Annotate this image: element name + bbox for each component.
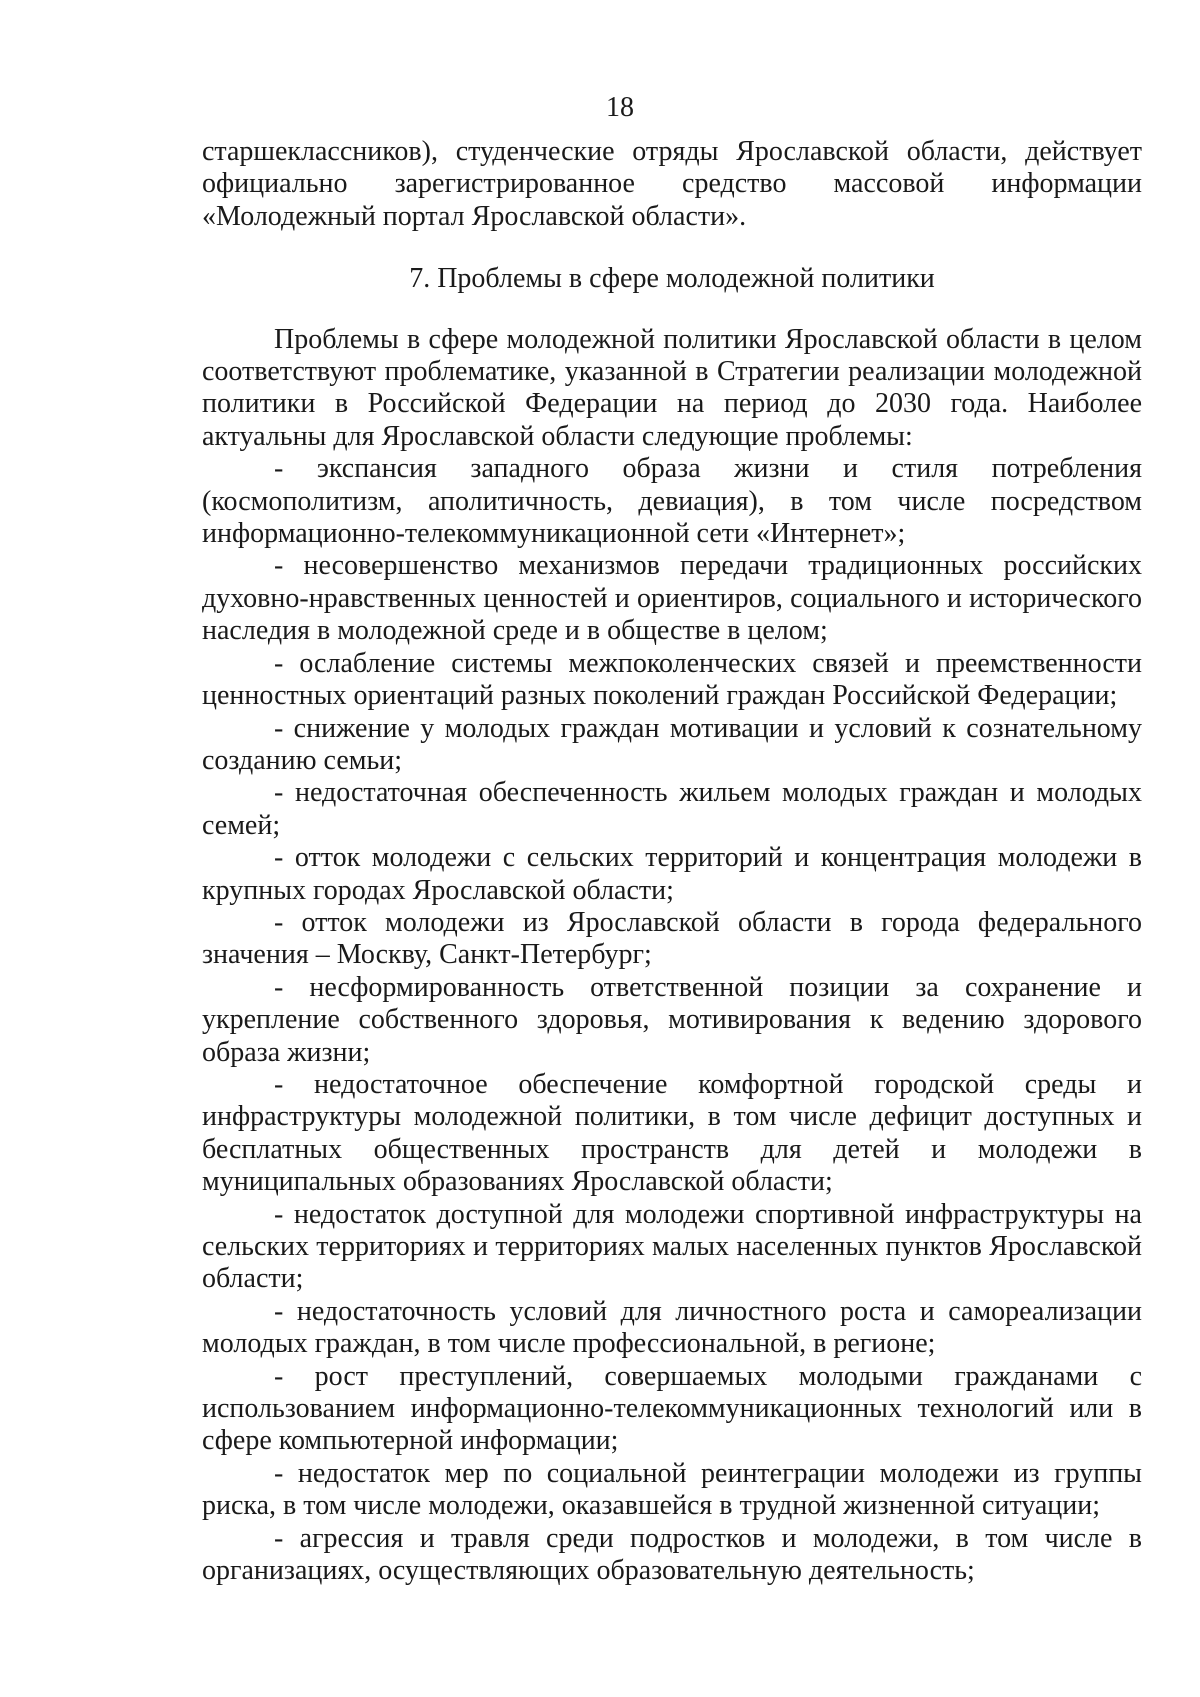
problem-item: - недостаточная обеспеченность жильем молодых граждан и молодых семей;: [202, 777, 1142, 841]
intro-paragraph: Проблемы в сфере молодежной политики Ярославской области в целом соответствуют проблематике, указанной в Стратегии реализации молодежной политики в Российской Федерации на период до 2030 года. Наиболее актуальны для Ярославской области следующие проблемы:: [202, 323, 1142, 452]
problem-item: - ослабление системы межпоколенческих связей и преемственности ценностных ориентаций разных поколений граждан Российской Федерации;: [202, 647, 1142, 712]
problem-item: - недостаточное обеспечение комфортной городской среды и инфраструктуры молодежной политики, в том числе дефицит доступных и бесплатных общественных пространств для детей и молодежи в муниципальных образованиях Ярославской области;: [202, 1068, 1142, 1198]
problem-list: [202, 453, 1142, 1587]
document-body: [202, 136, 1142, 1587]
opening-paragraph: старшеклассников), студенческие отряды Ярославской области, действует официально зарегистрированное средство массовой информации «Молодежный портал Ярославской области».: [202, 136, 1142, 232]
problem-item: - несовершенство механизмов передачи традиционных российских духовно-нравственных ценностей и ориентиров, социального и исторического наследия в молодежной среде и в обществе в целом;: [202, 550, 1142, 647]
problem-item: - несформированность ответственной позиции за сохранение и укрепление собственного здоровья, мотивирования к ведению здорового образа жизни;: [202, 971, 1142, 1068]
problem-item: - отток молодежи из Ярославской области в города федерального значения – Москву, Санкт-Петербург;: [202, 906, 1142, 971]
section-heading: 7. Проблемы в сфере молодежной политики: [409, 263, 935, 295]
problem-item: - недостаток доступной для молодежи спортивной инфраструктуры на сельских территориях и территориях малых населенных пунктов Ярославской области;: [202, 1198, 1142, 1295]
problem-item: - недостаток мер по социальной реинтеграции молодежи из группы риска, в том числе молодежи, оказавшейся в трудной жизненной ситуации;: [202, 1457, 1142, 1522]
problem-item: - недостаточность условий для личностного роста и самореализации молодых граждан, в том числе профессиональной, в регионе;: [202, 1295, 1142, 1360]
problem-item: - отток молодежи с сельских территорий и концентрация молодежи в крупных городах Ярославской области;: [202, 842, 1142, 906]
problem-item: - рост преступлений, совершаемых молодыми гражданами с использованием информационно-телекоммуникационных технологий или в сфере компьютерной информации;: [202, 1360, 1142, 1457]
problem-item: - снижение у молодых граждан мотивации и условий к сознательному созданию семьи;: [202, 712, 1142, 776]
problem-item: - экспансия западного образа жизни и стиля потребления (космополитизм, аполитичность, девиация), в том числе посредством информационно-телекоммуникационной сети «Интернет»;: [202, 453, 1142, 550]
problem-item: - агрессия и травля среди подростков и молодежи, в том числе в организациях, осуществляющих образовательную деятельность;: [202, 1522, 1142, 1587]
page-number: 18: [606, 92, 634, 123]
